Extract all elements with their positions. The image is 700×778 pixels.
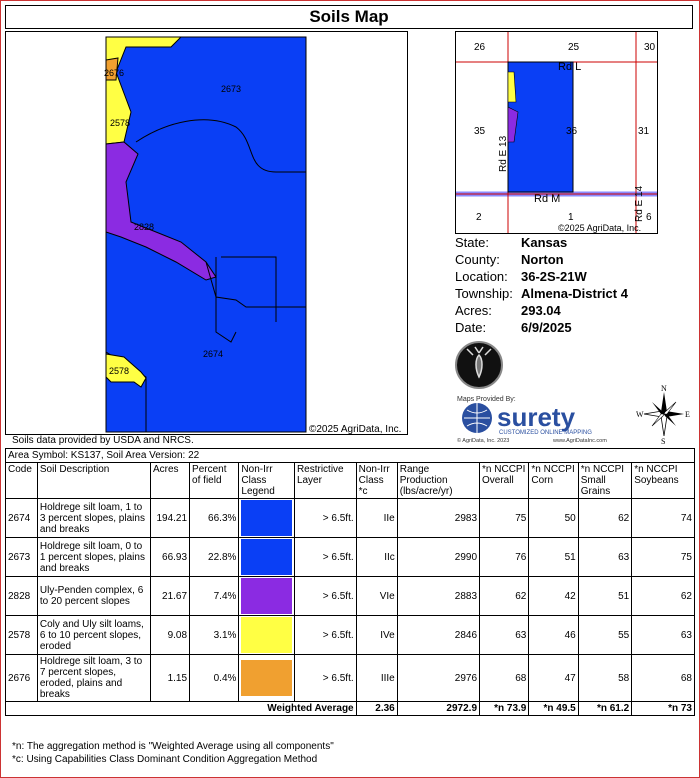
col-header: Code bbox=[6, 463, 38, 499]
nccpi-soybeans: 74 bbox=[632, 499, 695, 538]
col-header: *n NCCPI Small Grains bbox=[578, 463, 631, 499]
weighted-overall: *n 73.9 bbox=[480, 702, 529, 716]
logo-url: www.AgriDataInc.com bbox=[553, 438, 607, 444]
soil-description: Holdrege silt loam, 1 to 3 percent slopes, plains and breaks bbox=[37, 499, 150, 538]
deer-logo bbox=[455, 341, 503, 389]
soils-table bbox=[5, 448, 695, 716]
acres-value: 293.04 bbox=[521, 303, 561, 318]
weighted-soybeans: *n 73 bbox=[632, 702, 695, 716]
soil-code: 2673 bbox=[6, 538, 38, 577]
soil-code: 2674 bbox=[6, 499, 38, 538]
nccpi-overall: 75 bbox=[480, 499, 529, 538]
nccpi-soybeans: 63 bbox=[632, 616, 695, 655]
legend-swatch bbox=[241, 578, 292, 614]
inset-location-map[interactable] bbox=[455, 31, 658, 234]
soil-acres: 21.67 bbox=[150, 577, 189, 616]
logo-copyright: © AgriData, Inc. 2023 bbox=[457, 438, 510, 444]
nccpi-small-grains: 58 bbox=[578, 655, 631, 702]
nccpi-corn: 47 bbox=[529, 655, 578, 702]
soil-color-legend bbox=[239, 655, 295, 702]
map-label-2674: 2674 bbox=[203, 349, 224, 359]
compass-s: S bbox=[661, 437, 666, 444]
weighted-small-grains: *n 61.2 bbox=[578, 702, 631, 716]
map-label-2578-lower: 2578 bbox=[109, 366, 130, 376]
soil-acres: 194.21 bbox=[150, 499, 189, 538]
date-value: 6/9/2025 bbox=[521, 320, 572, 335]
compass-e: E bbox=[685, 410, 690, 419]
map-label-2673: 2673 bbox=[221, 84, 242, 94]
soil-description: Uly-Penden complex, 6 to 20 percent slopes bbox=[37, 577, 150, 616]
location-info bbox=[455, 234, 628, 336]
nccpi-soybeans: 62 bbox=[632, 577, 695, 616]
soil-acres: 66.93 bbox=[150, 538, 189, 577]
non-irr-class: IIc bbox=[356, 538, 397, 577]
inset-section-25: 25 bbox=[568, 42, 580, 53]
state-label: State: bbox=[455, 235, 489, 250]
col-header: Acres bbox=[150, 463, 189, 499]
nccpi-soybeans: 68 bbox=[632, 655, 695, 702]
map-label-2828: 2828 bbox=[134, 222, 155, 232]
inset-section-31: 31 bbox=[638, 126, 650, 137]
col-header: Non-Irr Class Legend bbox=[239, 463, 295, 499]
range-production: 2983 bbox=[397, 499, 479, 538]
inset-section-36: 36 bbox=[566, 126, 578, 137]
nccpi-corn: 51 bbox=[529, 538, 578, 577]
legend-swatch bbox=[241, 500, 292, 536]
compass-rose bbox=[636, 384, 692, 444]
table-row bbox=[6, 577, 695, 616]
date-label: Date: bbox=[455, 320, 487, 335]
inset-field bbox=[508, 62, 573, 192]
area-symbol: Area Symbol: KS137, Soil Area Version: 22 bbox=[6, 449, 695, 463]
compass-w: W bbox=[636, 410, 644, 419]
compass-n: N bbox=[661, 384, 667, 393]
legend-swatch bbox=[241, 539, 292, 575]
county-value: Norton bbox=[521, 252, 564, 267]
map-label-2676: 2676 bbox=[104, 68, 125, 78]
nccpi-soybeans: 75 bbox=[632, 538, 695, 577]
inset-section-6: 6 bbox=[646, 212, 652, 223]
table-row bbox=[6, 655, 695, 702]
road-label-rd-e-14: Rd E 14 bbox=[634, 185, 645, 222]
restrictive-layer: > 6.5ft. bbox=[294, 538, 356, 577]
soil-acres: 1.15 bbox=[150, 655, 189, 702]
table-row bbox=[6, 499, 695, 538]
inset-section-1: 1 bbox=[568, 212, 574, 223]
surety-logo bbox=[455, 392, 625, 444]
range-production: 2846 bbox=[397, 616, 479, 655]
township-value: Almena-District 4 bbox=[521, 286, 628, 301]
acres-label: Acres: bbox=[455, 303, 492, 318]
nccpi-corn: 50 bbox=[529, 499, 578, 538]
restrictive-layer: > 6.5ft. bbox=[294, 577, 356, 616]
soil-percent: 0.4% bbox=[190, 655, 239, 702]
surety-wordmark: surety bbox=[497, 402, 576, 432]
nccpi-corn: 46 bbox=[529, 616, 578, 655]
road-label-rd-m: Rd M bbox=[534, 193, 561, 205]
page-title: Soils Map bbox=[5, 5, 693, 29]
nccpi-overall: 62 bbox=[480, 577, 529, 616]
weighted-average-row bbox=[6, 702, 695, 716]
soil-description: Coly and Uly silt loams, 6 to 10 percent slopes, eroded bbox=[37, 616, 150, 655]
weighted-range: 2972.9 bbox=[397, 702, 479, 716]
soil-code: 2828 bbox=[6, 577, 38, 616]
state-value: Kansas bbox=[521, 235, 568, 250]
soil-acres: 9.08 bbox=[150, 616, 189, 655]
range-production: 2990 bbox=[397, 538, 479, 577]
non-irr-class: IVe bbox=[356, 616, 397, 655]
location-value: 36-2S-21W bbox=[521, 269, 587, 284]
nccpi-small-grains: 51 bbox=[578, 577, 631, 616]
nccpi-overall: 68 bbox=[480, 655, 529, 702]
county-label: County: bbox=[455, 252, 500, 267]
inset-copyright: ©2025 AgriData, Inc. bbox=[558, 223, 642, 233]
soil-code: 2578 bbox=[6, 616, 38, 655]
footnotes bbox=[12, 740, 334, 766]
soil-percent: 7.4% bbox=[190, 577, 239, 616]
inset-section-30: 30 bbox=[644, 42, 656, 53]
soil-color-legend bbox=[239, 538, 295, 577]
road-label-rd-e-13: Rd E 13 bbox=[498, 135, 509, 172]
road-label-rd-l: Rd L bbox=[558, 61, 582, 73]
nccpi-overall: 76 bbox=[480, 538, 529, 577]
soil-description: Holdrege silt loam, 0 to 1 percent slopes, plains and breaks bbox=[37, 538, 150, 577]
main-soils-map[interactable] bbox=[5, 31, 408, 435]
nccpi-small-grains: 62 bbox=[578, 499, 631, 538]
soil-color-legend bbox=[239, 616, 295, 655]
col-header: Soil Description bbox=[37, 463, 150, 499]
nccpi-overall: 63 bbox=[480, 616, 529, 655]
col-header: *n NCCPI Overall bbox=[480, 463, 529, 499]
soil-percent: 22.8% bbox=[190, 538, 239, 577]
footnote-c: *c: Using Capabilities Class Dominant Condition Aggregation Method bbox=[12, 754, 318, 765]
legend-swatch bbox=[241, 660, 292, 696]
soil-code: 2676 bbox=[6, 655, 38, 702]
nccpi-corn: 42 bbox=[529, 577, 578, 616]
weighted-label: Weighted Average bbox=[6, 702, 357, 716]
footnote-n: *n: The aggregation method is "Weighted Average using all components" bbox=[12, 741, 334, 752]
col-header: Restrictive Layer bbox=[294, 463, 356, 499]
maps-provided-by: Maps Provided By: bbox=[457, 396, 516, 403]
col-header: *n NCCPI Soybeans bbox=[632, 463, 695, 499]
soil-color-legend bbox=[239, 499, 295, 538]
soil-percent: 66.3% bbox=[190, 499, 239, 538]
col-header: *n NCCPI Corn bbox=[529, 463, 578, 499]
restrictive-layer: > 6.5ft. bbox=[294, 499, 356, 538]
data-source-note: Soils data provided by USDA and NRCS. bbox=[12, 435, 194, 446]
non-irr-class: IIIe bbox=[356, 655, 397, 702]
non-irr-class: IIe bbox=[356, 499, 397, 538]
map-label-2578-upper: 2578 bbox=[110, 118, 131, 128]
township-label: Township: bbox=[455, 286, 513, 301]
col-header: Non-Irr Class *c bbox=[356, 463, 397, 499]
nccpi-small-grains: 63 bbox=[578, 538, 631, 577]
restrictive-layer: > 6.5ft. bbox=[294, 655, 356, 702]
inset-section-26: 26 bbox=[474, 42, 486, 53]
inset-section-2: 2 bbox=[476, 212, 482, 223]
non-irr-class: VIe bbox=[356, 577, 397, 616]
location-label: Location: bbox=[455, 269, 508, 284]
col-header: Percent of field bbox=[190, 463, 239, 499]
col-header: Range Production (lbs/acre/yr) bbox=[397, 463, 479, 499]
surety-tagline: CUSTOMIZED ONLINE MAPPING bbox=[499, 430, 592, 436]
weighted-corn: *n 49.5 bbox=[529, 702, 578, 716]
soil-percent: 3.1% bbox=[190, 616, 239, 655]
table-header-row bbox=[6, 463, 695, 499]
soil-description: Holdrege silt loam, 3 to 7 percent slopes, eroded, plains and breaks bbox=[37, 655, 150, 702]
restrictive-layer: > 6.5ft. bbox=[294, 616, 356, 655]
table-row bbox=[6, 616, 695, 655]
range-production: 2883 bbox=[397, 577, 479, 616]
table-row bbox=[6, 538, 695, 577]
nccpi-small-grains: 55 bbox=[578, 616, 631, 655]
main-map-copyright: ©2025 AgriData, Inc. bbox=[309, 424, 402, 435]
legend-swatch bbox=[241, 617, 292, 653]
soil-color-legend bbox=[239, 577, 295, 616]
range-production: 2976 bbox=[397, 655, 479, 702]
inset-section-35: 35 bbox=[474, 126, 486, 137]
weighted-class: 2.36 bbox=[356, 702, 397, 716]
